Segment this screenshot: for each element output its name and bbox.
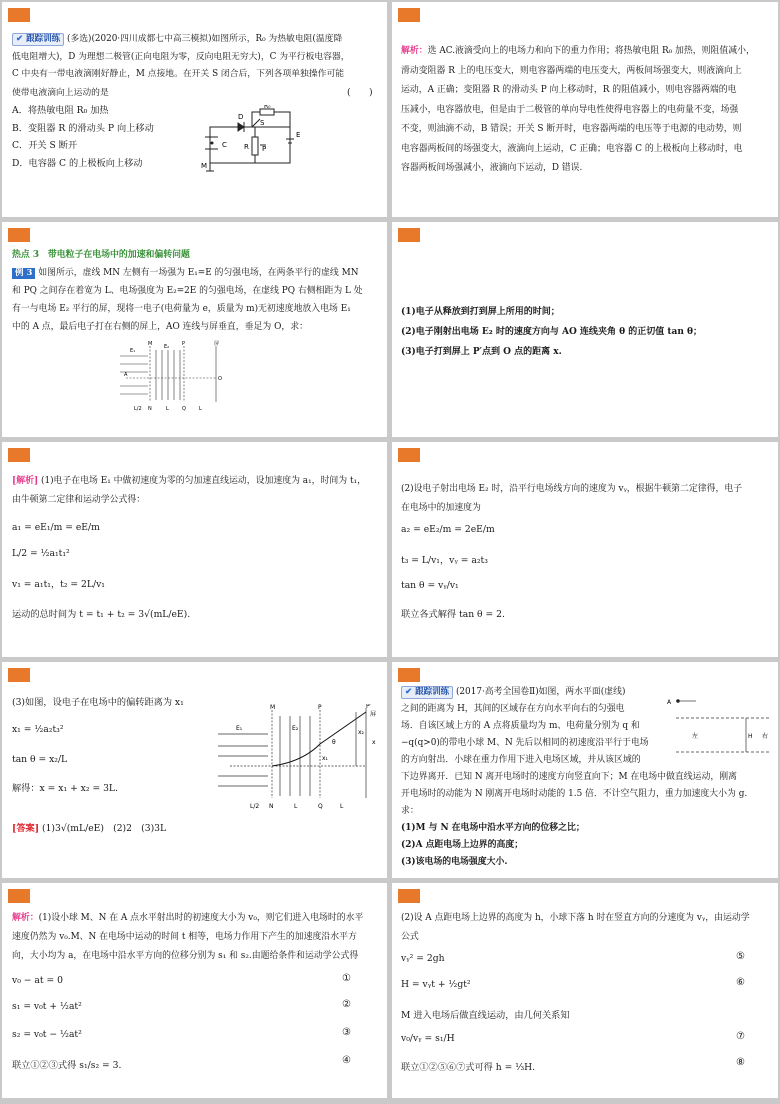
label-right: 右: [762, 733, 769, 740]
solution-line: M 进入电场后做直线运动，由几何关系知: [401, 1010, 570, 1021]
equation-number-1: ①: [342, 973, 351, 984]
problem-line: 场．自该区域上方的 A 点将质量均为 m、电荷量分别为 q 和: [401, 721, 640, 731]
label-x2: x₂: [358, 729, 364, 736]
solution-line: (1)设小球 M、N 在 A 点水平射出时的初速度大小为 v₀，则它们进入电场时的水平: [38, 913, 364, 923]
equation-number-8: ⑧: [736, 1057, 745, 1068]
slide-8: [392, 662, 778, 878]
electron-path: [272, 712, 366, 766]
section-heading: 热点 3 带电粒子在电场中的加速和偏转问题: [12, 250, 190, 260]
problem-line: 开电场时的动能为 N 刚离开电场时动能的 1.5 倍．不计空气阻力，重力加速度大小为 g.: [401, 789, 748, 799]
badge-label: 跟踪训练: [415, 687, 450, 697]
field-diagram: [112, 340, 232, 415]
label-left: 左: [692, 733, 699, 740]
slide-marker: [8, 448, 30, 462]
label-r0: R₀: [264, 105, 271, 110]
equation-1: v₀ − at = 0: [12, 975, 63, 986]
label-p-prime: P′: [366, 704, 371, 710]
solution-line: (2)设电子射出电场 E₂ 时，沿平行电场线方向的速度为 vᵧ，根据牛顿第二定律得，电子: [401, 484, 743, 494]
option-b: B．变阻器 R 的滑动头 P 向上移动: [12, 122, 154, 134]
analysis-label: 解析：: [12, 913, 39, 923]
example-badge: 例 3: [12, 268, 35, 279]
equation: x₁ = ½a₂t₃²: [12, 724, 64, 735]
equation: tan θ = x₂/L: [12, 754, 68, 765]
equation-3: s₂ = v₀t − ½at²: [12, 1029, 82, 1040]
label-n: N: [148, 406, 152, 412]
analysis-line: 运动，A 正确；变阻器 R 的滑动头 P 向上移动时，R 的阻值减小，则电容器两端的电: [401, 85, 737, 95]
equation-6: H = vᵧt + ½gt²: [401, 979, 471, 990]
label-e1: E₁: [236, 725, 243, 732]
analysis-line: 滑动变阻器 R 上的电压变大，则电容器两端的电压变大，两板间场强变大，则液滴向上: [401, 65, 742, 76]
equation: v₁ = a₁t₁，t₂ = 2L/v₁: [12, 579, 105, 590]
label-m: M: [148, 341, 153, 347]
slide-marker: [8, 889, 30, 903]
label-n: N: [269, 803, 274, 810]
label-p: P: [318, 704, 322, 711]
problem-line: 下边界离开．已知 N 离开电场时的速度方向竖直向下；M 在电场中做直线运动，刚离: [401, 772, 737, 782]
diode-symbol: [238, 123, 244, 131]
slide-4: [392, 222, 778, 437]
label-r: R: [244, 143, 249, 151]
answer-text: (1)3√(mL/eE) (2)2 (3)3L: [42, 823, 167, 834]
equation-number-2: ②: [342, 999, 351, 1010]
equation-number-5: ⑤: [736, 951, 745, 962]
label-p: P: [182, 341, 186, 347]
tracking-badge: [401, 686, 453, 699]
equation: 解得：x = x₁ + x₂ = 3L.: [12, 783, 118, 794]
label-x1: x₁: [322, 755, 328, 762]
label-c: C: [222, 141, 227, 149]
answer-bracket: ( ): [347, 86, 373, 98]
label-d: D: [238, 113, 244, 121]
rheostat-symbol: [252, 137, 258, 155]
slide-5: [2, 442, 387, 657]
equation-7: v₀/vᵧ = s₁/H: [401, 1033, 455, 1044]
equation: t₃ = L/v₁，vᵧ = a₂t₃: [401, 555, 488, 566]
equation-4: 联立①②③式得 s₁/s₂ = 3.: [12, 1060, 122, 1071]
equation-number-7: ⑦: [736, 1031, 745, 1042]
question-line: (多选)(2020·四川成都七中高三模拟)如图所示，R₀ 为热敏电阻(温度降: [67, 34, 343, 44]
label-h: H: [748, 733, 753, 740]
problem-line: 的方向射出．小球在重力作用下进入电场区域，并从该区域的: [401, 755, 641, 765]
field-region-diagram: [662, 692, 774, 758]
label-a: A: [124, 372, 128, 378]
slide-6: [392, 442, 778, 657]
label-l1: L: [166, 406, 169, 412]
question-line: 低电阻增大)，D 为理想二极管(正向电阻为零，反向电阻无穷大)，C 为平行板电容器，: [12, 51, 350, 62]
label-l2: L: [340, 803, 344, 810]
label-e: E: [296, 131, 301, 139]
question-3: (3)电子打到屏上 P′点到 O 点的距离 x.: [401, 347, 562, 357]
label-q: Q: [182, 406, 186, 412]
label-screen: 屏: [214, 341, 220, 347]
solution-line: (3)如图，设电子在电场中的偏转距离为 x₁: [12, 697, 184, 708]
e2-field-lines: [156, 350, 180, 400]
problem-line: 中的 A 点，最后电子打在右侧的屏上，AO 连线与屏垂直，垂足为 O，求：: [12, 322, 309, 332]
solution-line: 在电场中的加速度为: [401, 503, 481, 513]
slide-9: [2, 883, 387, 1098]
equation-8: 联立①②⑤⑥⑦式可得 h = ⅓H.: [401, 1062, 536, 1073]
option-a: A．将热敏电阻 R₀ 加热: [12, 105, 109, 116]
question-line: 使带电液滴向上运动的是: [12, 87, 109, 98]
slide-marker: [398, 8, 420, 22]
problem-line: 求：: [401, 806, 419, 816]
equation-2: s₁ = v₀t + ½at²: [12, 1001, 82, 1012]
label-q: Q: [318, 803, 323, 810]
label-half-l: L/2: [250, 803, 260, 810]
slide-marker: [8, 228, 30, 242]
problem-line: 有一与电场 E₂ 平行的屏，现将一电子(电荷量为 e，质量为 m)无初速度地放入电场 E₁: [12, 304, 351, 314]
solution-line: (2)设 A 点距电场上边界的高度为 h，小球下落 h 时在竖直方向的分速度为 vᵧ，由运动学: [401, 913, 750, 923]
solution-line: 向，大小均为 a，在电场中沿水平方向的位移分别为 s₁ 和 s₂.由题给条件和运动学公式得: [12, 951, 359, 961]
tracking-badge: [12, 33, 64, 46]
analysis-line: 选 AC.液滴受向上的电场力和向下的重力作用；将热敏电阻 R₀ 加热，则阻值减小，: [427, 46, 755, 56]
check-icon: ✔: [16, 34, 24, 44]
equation-number-3: ③: [342, 1027, 351, 1038]
slide-marker: [398, 889, 420, 903]
droplet-dot: [211, 142, 214, 145]
circuit-diagram: [200, 105, 305, 177]
slide-marker: [8, 8, 30, 22]
label-m: M: [270, 704, 276, 711]
problem-line: 之间的距离为 H，其间的区域存在方向水平向右的匀强电: [401, 704, 625, 714]
question-2: (2)电子刚射出电场 E₂ 时的速度方向与 AO 连线夹角 θ 的正切值 tan θ；: [401, 327, 703, 337]
slide-1: [2, 2, 387, 217]
analysis-label: [解析]: [12, 476, 39, 486]
slide-2: [392, 2, 778, 217]
label-screen: 屏: [370, 711, 377, 718]
analysis-line: 不变，则油滴不动，B 错误；开关 S 断开时，电容器两端的电压等于电源的电动势，则: [401, 124, 742, 134]
analysis-line: 电容器两板间的场强变大，液滴向上运动，C 正确；电容器 C 的上极板向上移动时，电: [401, 143, 743, 154]
sub-question-2: (2)A 点距电场上边界的高度；: [401, 840, 524, 850]
badge-label: 跟踪训练: [26, 34, 61, 44]
label-l2: L: [199, 406, 202, 412]
slide-7: [2, 662, 387, 878]
switch-symbol: [252, 119, 260, 127]
problem-line: 和 PQ 之间存在着宽为 L、电场强度为 E₂=2E 的匀强电场，在虚线 PQ 右侧相距为 L 处: [12, 286, 363, 296]
equation-5: vᵧ² = 2gh: [401, 953, 445, 964]
sub-question-1: (1)M 与 N 在电场中沿水平方向的位移之比；: [401, 823, 585, 833]
label-l1: L: [294, 803, 298, 810]
label-x: x: [372, 739, 376, 746]
slide-marker: [398, 448, 420, 462]
answer-label: [答案]: [12, 823, 40, 834]
equation: L/2 = ½a₁t₁²: [12, 548, 70, 559]
point-a-dot: [676, 699, 680, 703]
problem-line: −q(q>0)的带电小球 M、N 先后以相同的初速度沿平行于电场: [401, 738, 649, 748]
label-e2: E₂: [292, 725, 299, 732]
label-s: S: [260, 119, 265, 127]
slide-3: [2, 222, 387, 437]
analysis-label: 解析：: [401, 46, 428, 56]
equation: tan θ = vᵧ/v₁: [401, 580, 459, 591]
equation-number-6: ⑥: [736, 977, 745, 988]
slide-10: [392, 883, 778, 1098]
label-e2: E₂: [164, 344, 170, 350]
answer-line: [12, 820, 166, 834]
equation: a₁ = eE₁/m = eE/m: [12, 522, 100, 533]
option-c: C．开关 S 断开: [12, 140, 78, 151]
equation: 联立各式解得 tan θ = 2.: [401, 609, 505, 620]
label-p: P: [262, 145, 267, 153]
label-half-l: L/2: [134, 406, 142, 412]
problem-line: 如图所示，虚线 MN 左侧有一场强为 E₁=E 的匀强电场，在两条平行的虚线 MN: [38, 268, 359, 278]
solution-line: 速度仍然为 v₀.M、N 在电场中运动的时间 t 相等，电场力作用下产生的加速度沿水平方: [12, 932, 357, 942]
trajectory-diagram: [210, 704, 380, 816]
label-a: A: [667, 699, 672, 706]
slide-marker: [8, 668, 30, 682]
solution-line: 公式: [401, 932, 419, 942]
slide-marker: [398, 228, 420, 242]
label-o: O: [218, 376, 222, 382]
e1-field-lines: [218, 734, 268, 786]
label-e1: E₁: [130, 348, 136, 354]
question-1: (1)电子从释放到打到屏上所用的时间；: [401, 307, 560, 317]
label-theta: θ: [332, 739, 336, 746]
label-m: M: [201, 162, 208, 170]
sub-question-3: (3)该电场的电场强度大小.: [401, 857, 508, 867]
check-icon: ✔: [405, 687, 413, 697]
analysis-line: 容器两板间场强减小，液滴向下运动，D 错误.: [401, 163, 583, 173]
option-d: D．电容器 C 的上极板向上移动: [12, 157, 143, 169]
problem-line: (2017·高考全国卷Ⅱ)如图，两水平面(虚线): [455, 687, 626, 697]
analysis-line: 压减小，电容器放电，但是由于二极管的单向导电性使得电容器上的电荷量不变，场强: [401, 104, 739, 115]
equation: a₂ = eE₂/m = 2eE/m: [401, 524, 495, 535]
slide-marker: [398, 668, 420, 682]
solution-line: 由牛顿第二定律和运动学公式得：: [12, 495, 146, 505]
equation-number-4: ④: [342, 1055, 351, 1066]
equation: 运动的总时间为 t = t₁ + t₂ = 3√(mL/eE).: [12, 609, 191, 620]
question-line: C 中央有一带电液滴刚好静止，M 点接地。在开关 S 闭合后，下列各项单独操作可能: [12, 69, 345, 79]
solution-line: (1)电子在电场 E₁ 中做初速度为零的匀加速直线运动，设加速度为 a₁，时间为 t₁，: [40, 476, 366, 486]
